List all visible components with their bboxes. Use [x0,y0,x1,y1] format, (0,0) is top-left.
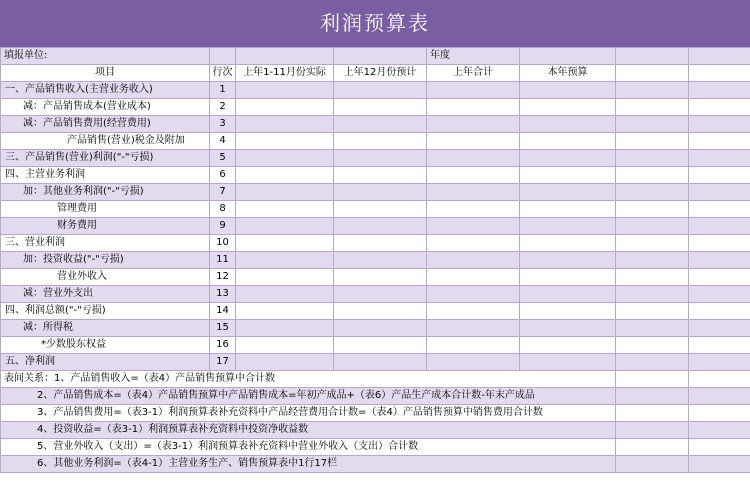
row-label[interactable]: *少数股东权益 [1,337,210,354]
cell[interactable] [616,167,689,184]
cell[interactable] [689,456,750,473]
cell[interactable] [236,337,334,354]
cell[interactable] [616,354,689,371]
cell[interactable] [334,184,427,201]
cell[interactable] [520,218,616,235]
row-label[interactable]: 五、净利润 [1,354,210,371]
row-number[interactable]: 9 [210,218,236,235]
table-row [1,320,750,337]
row-number[interactable]: 7 [210,184,236,201]
table-row [1,116,750,133]
cell[interactable] [427,320,520,337]
note-text[interactable]: 5、营业外收入（支出）=（表3-1）利润预算表补充资料中营业外收入（支出）合计数 [1,439,616,456]
cell[interactable] [520,252,616,269]
row-label[interactable]: 一、产品销售收入(主营业务收入) [1,82,210,99]
cell[interactable] [689,235,750,252]
row-label[interactable]: 减：产品销售成本(营业成本) [1,99,210,116]
cell[interactable] [689,116,750,133]
cell[interactable] [689,286,750,303]
cell[interactable] [334,82,427,99]
row-label[interactable]: 减：营业外支出 [1,286,210,303]
cell[interactable] [520,167,616,184]
row-number[interactable]: 5 [210,150,236,167]
cell[interactable] [689,269,750,286]
cell[interactable] [334,303,427,320]
table-row [1,269,750,286]
cell[interactable] [427,184,520,201]
cell[interactable] [236,82,334,99]
cell[interactable] [427,167,520,184]
table-row [1,167,750,184]
cell[interactable] [427,286,520,303]
row-number[interactable]: 10 [210,235,236,252]
cell[interactable] [520,82,616,99]
cell[interactable] [427,337,520,354]
table-row [1,286,750,303]
cell[interactable] [236,320,334,337]
cell[interactable] [427,116,520,133]
cell[interactable] [689,405,750,422]
cell[interactable] [236,218,334,235]
year-label[interactable]: 年度 [427,48,520,65]
row-number[interactable]: 13 [210,286,236,303]
cell[interactable] [236,116,334,133]
budget-table [0,47,750,473]
table-row [1,184,750,201]
cell[interactable] [616,116,689,133]
header-row-columns [1,65,750,82]
row-label[interactable]: 四、利润总额("-"亏损) [1,303,210,320]
row-number[interactable]: 14 [210,303,236,320]
cell[interactable] [689,303,750,320]
cell[interactable] [236,201,334,218]
row-number[interactable]: 3 [210,116,236,133]
cell[interactable] [236,354,334,371]
cell[interactable] [616,456,689,473]
row-label[interactable]: 财务费用 [1,218,210,235]
cell[interactable] [427,303,520,320]
cell[interactable] [689,422,750,439]
note-row [1,456,750,473]
cell[interactable] [334,133,427,150]
cell[interactable] [427,150,520,167]
note-text[interactable]: 3、产品销售费用=（表3-1）利润预算表补充资料中产品经营费用合计数=（表4）产品销售预算中销售费用合计数 [1,405,616,422]
cell[interactable] [427,99,520,116]
cell[interactable] [689,371,750,388]
row-label[interactable]: 四、主营业务利润 [1,167,210,184]
table-row [1,150,750,167]
table-row [1,303,750,320]
column-header[interactable]: 本年预算 [520,65,616,82]
column-header[interactable]: 行次 [210,65,236,82]
cell[interactable] [616,422,689,439]
row-number[interactable]: 6 [210,167,236,184]
cell[interactable] [334,201,427,218]
cell[interactable] [520,133,616,150]
header-row-unit [1,48,750,65]
cell[interactable] [616,388,689,405]
cell[interactable] [334,286,427,303]
sheet-title: 利润预算表 [0,0,750,47]
row-label[interactable]: 三、营业利润 [1,235,210,252]
column-header[interactable]: 上年12月份预计 [334,65,427,82]
cell[interactable] [334,48,427,65]
cell[interactable] [689,184,750,201]
cell[interactable] [616,150,689,167]
row-number[interactable]: 11 [210,252,236,269]
cell[interactable] [427,82,520,99]
row-number[interactable]: 12 [210,269,236,286]
cell[interactable] [236,150,334,167]
note-row [1,388,750,405]
cell[interactable] [689,320,750,337]
cell[interactable] [427,218,520,235]
cell[interactable] [334,252,427,269]
cell[interactable] [689,82,750,99]
cell[interactable] [236,184,334,201]
row-number[interactable]: 15 [210,320,236,337]
cell[interactable] [689,388,750,405]
cell[interactable] [334,320,427,337]
cell[interactable] [427,201,520,218]
row-label[interactable]: 产品销售(营业)税金及附加 [1,133,210,150]
cell[interactable] [334,167,427,184]
row-number[interactable]: 1 [210,82,236,99]
cell[interactable] [616,99,689,116]
cell[interactable] [334,269,427,286]
cell[interactable] [616,82,689,99]
cell[interactable] [334,116,427,133]
cell[interactable] [520,235,616,252]
cell[interactable] [236,133,334,150]
table-row [1,235,750,252]
cell[interactable] [334,150,427,167]
table-row [1,218,750,235]
cell[interactable] [689,201,750,218]
cell[interactable] [427,354,520,371]
cell[interactable] [616,439,689,456]
cell[interactable] [236,235,334,252]
note-text[interactable]: 2、产品销售成本=（表4）产品销售预算中产品销售成本=年初产成品+（表6）产品生产成本合计数-年末产成品 [1,388,616,405]
cell[interactable] [427,235,520,252]
cell[interactable] [616,269,689,286]
cell[interactable] [236,48,334,65]
cell[interactable] [616,405,689,422]
cell[interactable] [616,235,689,252]
cell[interactable] [616,218,689,235]
cell[interactable] [520,48,616,65]
cell[interactable] [427,252,520,269]
unit-label[interactable]: 填报单位: [1,48,210,65]
row-label[interactable]: 三、产品销售(营业)利润("-"亏损) [1,150,210,167]
cell[interactable] [689,99,750,116]
table-row [1,354,750,371]
cell[interactable] [689,252,750,269]
cell[interactable] [616,65,689,82]
row-number[interactable]: 4 [210,133,236,150]
table-row [1,252,750,269]
cell[interactable] [334,337,427,354]
cell[interactable] [616,303,689,320]
cell[interactable] [689,337,750,354]
cell[interactable] [689,65,750,82]
cell[interactable] [616,252,689,269]
cell[interactable] [616,48,689,65]
cell[interactable] [236,286,334,303]
cell[interactable] [689,218,750,235]
cell[interactable] [689,150,750,167]
cell[interactable] [520,269,616,286]
cell[interactable] [236,303,334,320]
table-row [1,99,750,116]
cell[interactable] [520,286,616,303]
note-row [1,422,750,439]
cell[interactable] [334,99,427,116]
cell[interactable] [427,133,520,150]
row-number[interactable]: 16 [210,337,236,354]
cell[interactable] [520,116,616,133]
cell[interactable] [520,337,616,354]
row-number[interactable]: 17 [210,354,236,371]
row-label[interactable]: 减：产品销售费用(经营费用) [1,116,210,133]
cell[interactable] [334,218,427,235]
note-text[interactable]: 4、投资收益=（表3-1）利润预算表补充资料中投资净收益数 [1,422,616,439]
cell[interactable] [689,354,750,371]
column-header[interactable]: 项目 [1,65,210,82]
cell[interactable] [520,184,616,201]
cell[interactable] [616,337,689,354]
row-label[interactable]: 管理费用 [1,201,210,218]
cell[interactable] [689,48,750,65]
column-header[interactable]: 上年合计 [427,65,520,82]
cell[interactable] [616,371,689,388]
row-label[interactable]: 减：所得税 [1,320,210,337]
row-number[interactable]: 8 [210,201,236,218]
cell[interactable] [236,167,334,184]
row-label[interactable]: 加：其他业务利润("-"亏损) [1,184,210,201]
cell[interactable] [616,133,689,150]
note-row [1,439,750,456]
table-row [1,337,750,354]
note-row [1,371,750,388]
cell[interactable] [334,235,427,252]
cell[interactable] [616,201,689,218]
cell[interactable] [236,269,334,286]
cell[interactable] [236,99,334,116]
note-text[interactable]: 6、其他业务利润=（表4-1）主营业务生产、销售预算表中1行17栏 [1,456,616,473]
cell[interactable] [520,354,616,371]
column-header[interactable]: 上年1-11月份实际 [236,65,334,82]
table-row [1,133,750,150]
table-row [1,201,750,218]
cell[interactable] [236,252,334,269]
cell[interactable] [520,320,616,337]
cell[interactable] [334,354,427,371]
note-text[interactable]: 表间关系：1、产品销售收入=（表4）产品销售预算中合计数 [1,371,616,388]
note-row [1,405,750,422]
table-row [1,82,750,99]
row-number[interactable]: 2 [210,99,236,116]
row-label[interactable]: 加：投资收益("-"亏损) [1,252,210,269]
cell[interactable] [520,99,616,116]
cell[interactable] [689,167,750,184]
cell[interactable] [427,269,520,286]
cell[interactable] [520,303,616,320]
cell[interactable] [689,133,750,150]
cell[interactable] [616,286,689,303]
cell[interactable] [616,320,689,337]
cell[interactable] [210,48,236,65]
row-label[interactable]: 营业外收入 [1,269,210,286]
cell[interactable] [520,150,616,167]
cell[interactable] [616,184,689,201]
cell[interactable] [520,201,616,218]
cell[interactable] [689,439,750,456]
